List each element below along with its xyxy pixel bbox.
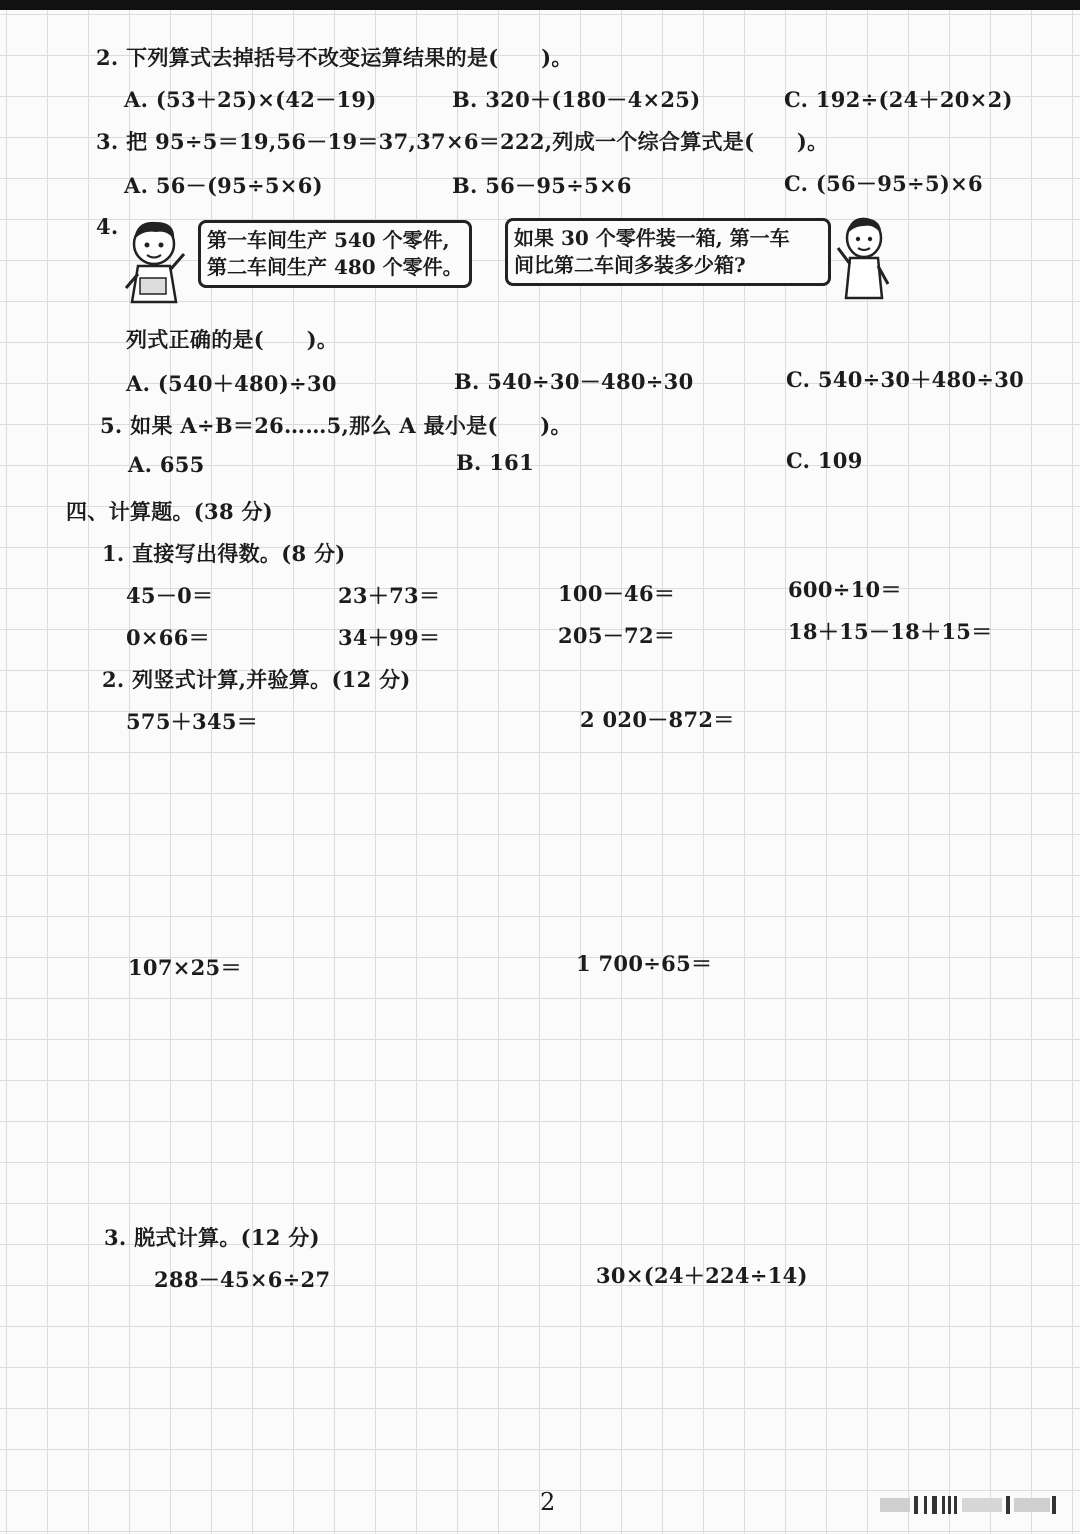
q2-option-a[interactable]: A. (53＋25)×(42－19) (124, 87, 377, 112)
scan-artifact (880, 1494, 1060, 1516)
p1-item-1: 45－0＝ (126, 583, 214, 608)
p1-item-3: 100－46＝ (558, 581, 676, 606)
top-border (0, 0, 1080, 10)
p1-item-7: 205－72＝ (558, 623, 676, 648)
q5-option-a[interactable]: A. 655 (128, 452, 205, 477)
q4-option-a[interactable]: A. (540＋480)÷30 (126, 371, 337, 396)
q5-option-b[interactable]: B. 161 (456, 450, 535, 475)
p3-item-2: 30×(24＋224÷14) (596, 1263, 808, 1288)
boy-left-illustration (120, 218, 192, 304)
q5-option-c[interactable]: C. 109 (786, 448, 863, 473)
p1-item-2: 23＋73＝ (338, 583, 441, 608)
page-number: 2 (540, 1488, 556, 1516)
p1-item-5: 0×66＝ (126, 625, 210, 650)
q2-option-b[interactable]: B. 320＋(180－4×25) (452, 87, 701, 112)
bubble-left-line1: 第一车间生产 540 个零件, (207, 228, 450, 252)
p3-item-1: 288－45×6÷27 (154, 1267, 331, 1292)
boy-right-illustration (832, 214, 894, 300)
q3-stem: 3. 把 95÷5＝19,56－19＝37,37×6＝222,列成一个综合算式是( )。 (96, 129, 829, 154)
q4-option-c[interactable]: C. 540÷30＋480÷30 (786, 367, 1025, 392)
speech-bubble-right (505, 218, 831, 286)
p1-item-4: 600÷10＝ (788, 577, 902, 602)
q5-stem: 5. 如果 A÷B＝26……5,那么 A 最小是( )。 (100, 413, 572, 438)
p1-item-6: 34＋99＝ (338, 625, 441, 650)
q2-option-c[interactable]: C. 192÷(24＋20×2) (784, 87, 1013, 112)
q3-option-b[interactable]: B. 56－95÷5×6 (452, 173, 632, 198)
p2-item-3: 107×25＝ (128, 955, 242, 980)
q4-number: 4. (96, 214, 119, 239)
q4-option-b[interactable]: B. 540÷30－480÷30 (454, 369, 694, 394)
p3-title: 3. 脱式计算。(12 分) (104, 1225, 320, 1250)
p1-title: 1. 直接写出得数。(8 分) (102, 541, 346, 566)
speech-bubble-left (198, 220, 472, 288)
bubble-right-line2: 间比第二车间多装多少箱? (514, 253, 746, 277)
q3-option-c[interactable]: C. (56－95÷5)×6 (784, 171, 983, 196)
q3-option-a[interactable]: A. 56－(95÷5×6) (124, 173, 323, 198)
section4-title: 四、计算题。(38 分) (66, 499, 274, 524)
p2-item-4: 1 700÷65＝ (576, 951, 713, 976)
p1-item-8: 18＋15－18＋15＝ (788, 619, 993, 644)
bubble-right-line1: 如果 30 个零件装一箱, 第一车 (514, 226, 790, 250)
bubble-left-line2: 第二车间生产 480 个零件。 (207, 255, 463, 279)
p2-title: 2. 列竖式计算,并验算。(12 分) (102, 667, 411, 692)
p2-item-2: 2 020－872＝ (580, 707, 735, 732)
q4-stem: 列式正确的是( )。 (126, 327, 339, 352)
q2-stem: 2. 下列算式去掉括号不改变运算结果的是( )。 (96, 45, 573, 70)
p2-item-1: 575＋345＝ (126, 709, 259, 734)
